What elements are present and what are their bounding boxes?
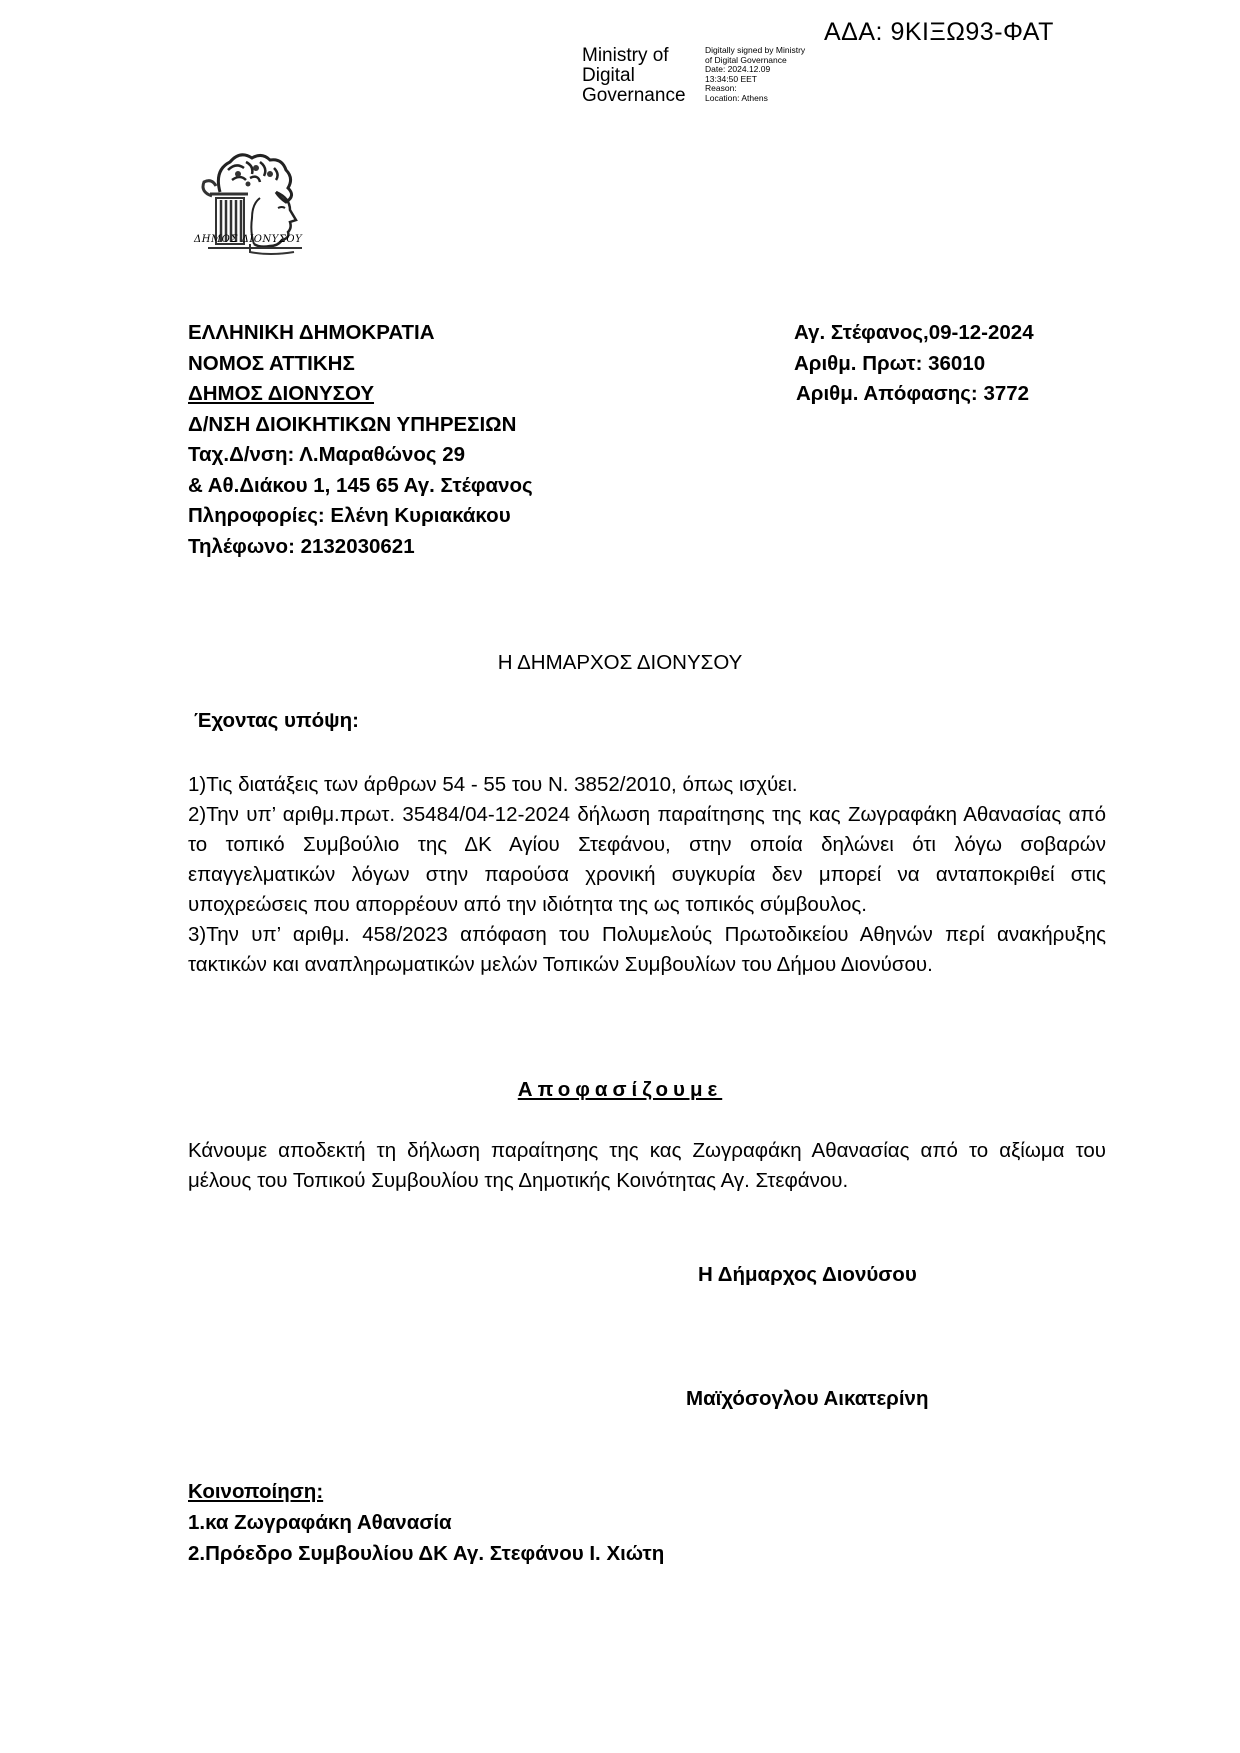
republic-line: ΕΛΛΗΝΙΚΗ ΔΗΜΟΚΡΑΤΙΑ: [188, 321, 435, 344]
issuer-block: [188, 318, 748, 562]
notification-block: [188, 1476, 664, 1569]
notification-heading: Κοινοποίηση:: [188, 1480, 324, 1503]
prefecture-line: ΝΟΜΟΣ ΑΤΤΙΚΗΣ: [188, 351, 355, 375]
decision-text: Κάνουμε αποδεκτή τη δήλωση παραίτησης της κας Ζωγραφάκη Αθανασίας από το αξίωμα του μέλους του Τοπικού Συμβουλίου της Δημοτικής Κοινότητας Αγ. Στεφάνου.: [188, 1139, 1106, 1192]
decision-number-line: Αριθμ. Απόφασης: 3772: [796, 382, 1030, 405]
decision-heading: Αποφασίζουμε: [517, 1078, 723, 1101]
signature-detail-line: of Digital Governance: [705, 54, 787, 65]
signature-detail-line: 13:34:50 EET: [705, 73, 757, 84]
document-title: Η ΔΗΜΑΡΧΟΣ ΔΙΟΝΥΣΟΥ: [497, 651, 743, 674]
digital-signature-details: [705, 46, 835, 104]
consideration-item: 3)Την υπ’ αριθμ. 458/2023 απόφαση του Πολυμελούς Πρωτοδικείου Αθηνών περί ανακήρυξης τακτικών και αναπληρωματικών μελών Τοπικών Συμβουλίων του Δήμου Διονύσου.: [188, 923, 1106, 976]
protocol-number-line: Αριθμ. Πρωτ: 36010: [794, 351, 986, 375]
dionysus-head-icon: [190, 148, 340, 276]
considerations-list: [188, 770, 1106, 980]
signature-detail-line: Digitally signed by Ministry: [705, 45, 806, 55]
phone-line: Τηλέφωνο: 2132030621: [188, 534, 415, 558]
signature-organization: [582, 46, 702, 106]
address-line-2: & Αθ.Διάκου 1, 145 65 Αγ. Στέφανος: [188, 473, 533, 497]
signature-detail-line: Reason:: [705, 83, 737, 94]
notification-recipient: 1.κα Ζωγραφάκη Αθανασία: [188, 1511, 452, 1534]
ada-code: ΑΔΑ: 9ΚΙΞΩ93-ΦΑΤ: [824, 18, 1054, 46]
signature-detail-line: Location: Athens: [705, 92, 768, 103]
consideration-item: 2)Την υπ’ αριθμ.πρωτ. 35484/04-12-2024 δήλωση παραίτησης της κας Ζωγραφάκη Αθανασίας από το τοπικό Συμβούλιο της ΔΚ Αγίου Στεφάνου, στην οποία δηλώνει ότι λόγω σοβαρών επαγγελματικών λόγων στην παρούσα χρονική συγκυρία δεν μπορεί να ανταποκριθεί στις υποχρεώσεις που απορρέουν από την ιδιότητα της ως τοπικός σύμβουλος.: [188, 803, 1106, 916]
signature-org-line: Ministry of: [582, 45, 669, 66]
notification-recipient: 2.Πρόεδρο Συμβουλίου ΔΚ Αγ. Στεφάνου Ι. Χιώτη: [188, 1542, 665, 1565]
address-line-1: Ταχ.Δ/νση: Λ.Μαραθώνος 29: [188, 443, 466, 466]
municipality-line: ΔΗΜΟΣ ΔΙΟΝΥΣΟΥ: [188, 382, 375, 405]
signature-detail-line: Date: 2024.12.09: [705, 64, 771, 75]
directorate-line: Δ/ΝΣΗ ΔΙΟΙΚΗΤΙΚΩΝ ΥΠΗΡΕΣΙΩΝ: [188, 412, 517, 436]
contact-person-line: Πληροφορίες: Ελένη Κυριακάκου: [188, 504, 511, 527]
reference-block: [794, 318, 1094, 410]
signer-role: Η Δήμαρχος Διονύσου: [698, 1263, 917, 1286]
municipality-logo: [190, 148, 340, 276]
consideration-item: 1)Τις διατάξεις των άρθρων 54 - 55 του Ν. 3852/2010, όπως ισχύει.: [188, 773, 798, 796]
signature-org-line: Governance: [582, 85, 686, 106]
logo-caption: ΔΗΜΟΣ ΔΙΟΝΥΣΟΥ: [194, 234, 303, 245]
considering-heading: Έχοντας υπόψη:: [194, 709, 359, 732]
signer-name: Μαϊχόσογλου Αικατερίνη: [686, 1387, 929, 1410]
signature-org-line: Digital: [582, 65, 635, 86]
place-date-line: Αγ. Στέφανος,09-12-2024: [794, 321, 1034, 344]
